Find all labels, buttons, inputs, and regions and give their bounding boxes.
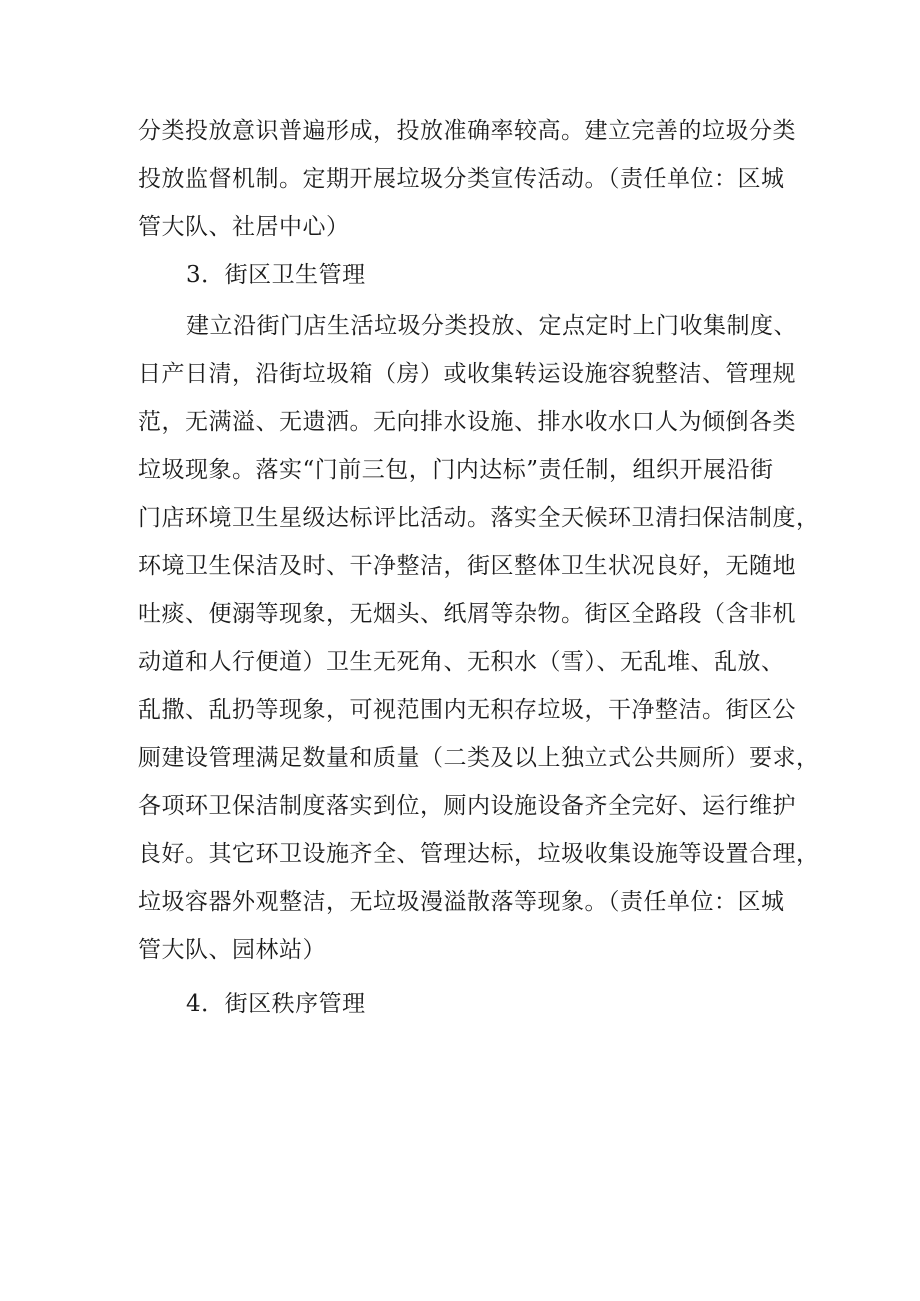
paragraph-line: 管大队、社居中心） (138, 214, 350, 240)
paragraph-line: 各项环卫保洁制度落实到位，厕内设施设备齐全完好、运行维护 (138, 793, 796, 819)
paragraph-line: 动道和人行便道）卫生无死角、无积水（雪）、无乱堆、乱放、 (138, 649, 785, 675)
section-heading-4: 4．街区秩序管理 (186, 991, 366, 1017)
paragraph-line: 门店环境卫生星级达标评比活动。落实全天候环卫清扫保洁制度， (138, 505, 820, 531)
paragraph-line: 吐痰、便溺等现象，无烟头、纸屑等杂物。街区全路段（含非机 (138, 601, 796, 627)
paragraph-line: 投放监督机制。定期开展垃圾分类宣传活动。（责任单位：区城 (138, 166, 785, 192)
paragraph-line: 垃圾现象。落实“门前三包，门内达标”责任制，组织开展沿街 (138, 457, 774, 483)
paragraph-line: 建立沿街门店生活垃圾分类投放、定点定时上门收集制度、 (186, 313, 797, 339)
paragraph-line: 分类投放意识普遍形成，投放准确率较高。建立完善的垃圾分类 (138, 118, 796, 144)
paragraph-line: 厕建设管理满足数量和质量（二类及以上独立式公共厕所）要求， (138, 745, 820, 771)
section-heading-3: 3．街区卫生管理 (186, 262, 366, 288)
paragraph-line: 垃圾容器外观整洁，无垃圾漫溢散落等现象。（责任单位：区城 (138, 889, 785, 915)
paragraph-line: 范，无满溢、无遗洒。无向排水设施、排水收水口人为倾倒各类 (138, 409, 796, 435)
paragraph-line: 乱撒、乱扔等现象，可视范围内无积存垃圾，干净整洁。街区公 (138, 697, 796, 723)
paragraph-line: 日产日清，沿街垃圾箱（房）或收集转运设施容貌整洁、管理规 (138, 361, 796, 387)
paragraph-line: 管大队、园林站） (138, 937, 326, 963)
paragraph-line: 良好。其它环卫设施齐全、管理达标，垃圾收集设施等设置合理， (138, 841, 820, 867)
paragraph-line: 环境卫生保洁及时、干净整洁，街区整体卫生状况良好，无随地 (138, 553, 796, 579)
